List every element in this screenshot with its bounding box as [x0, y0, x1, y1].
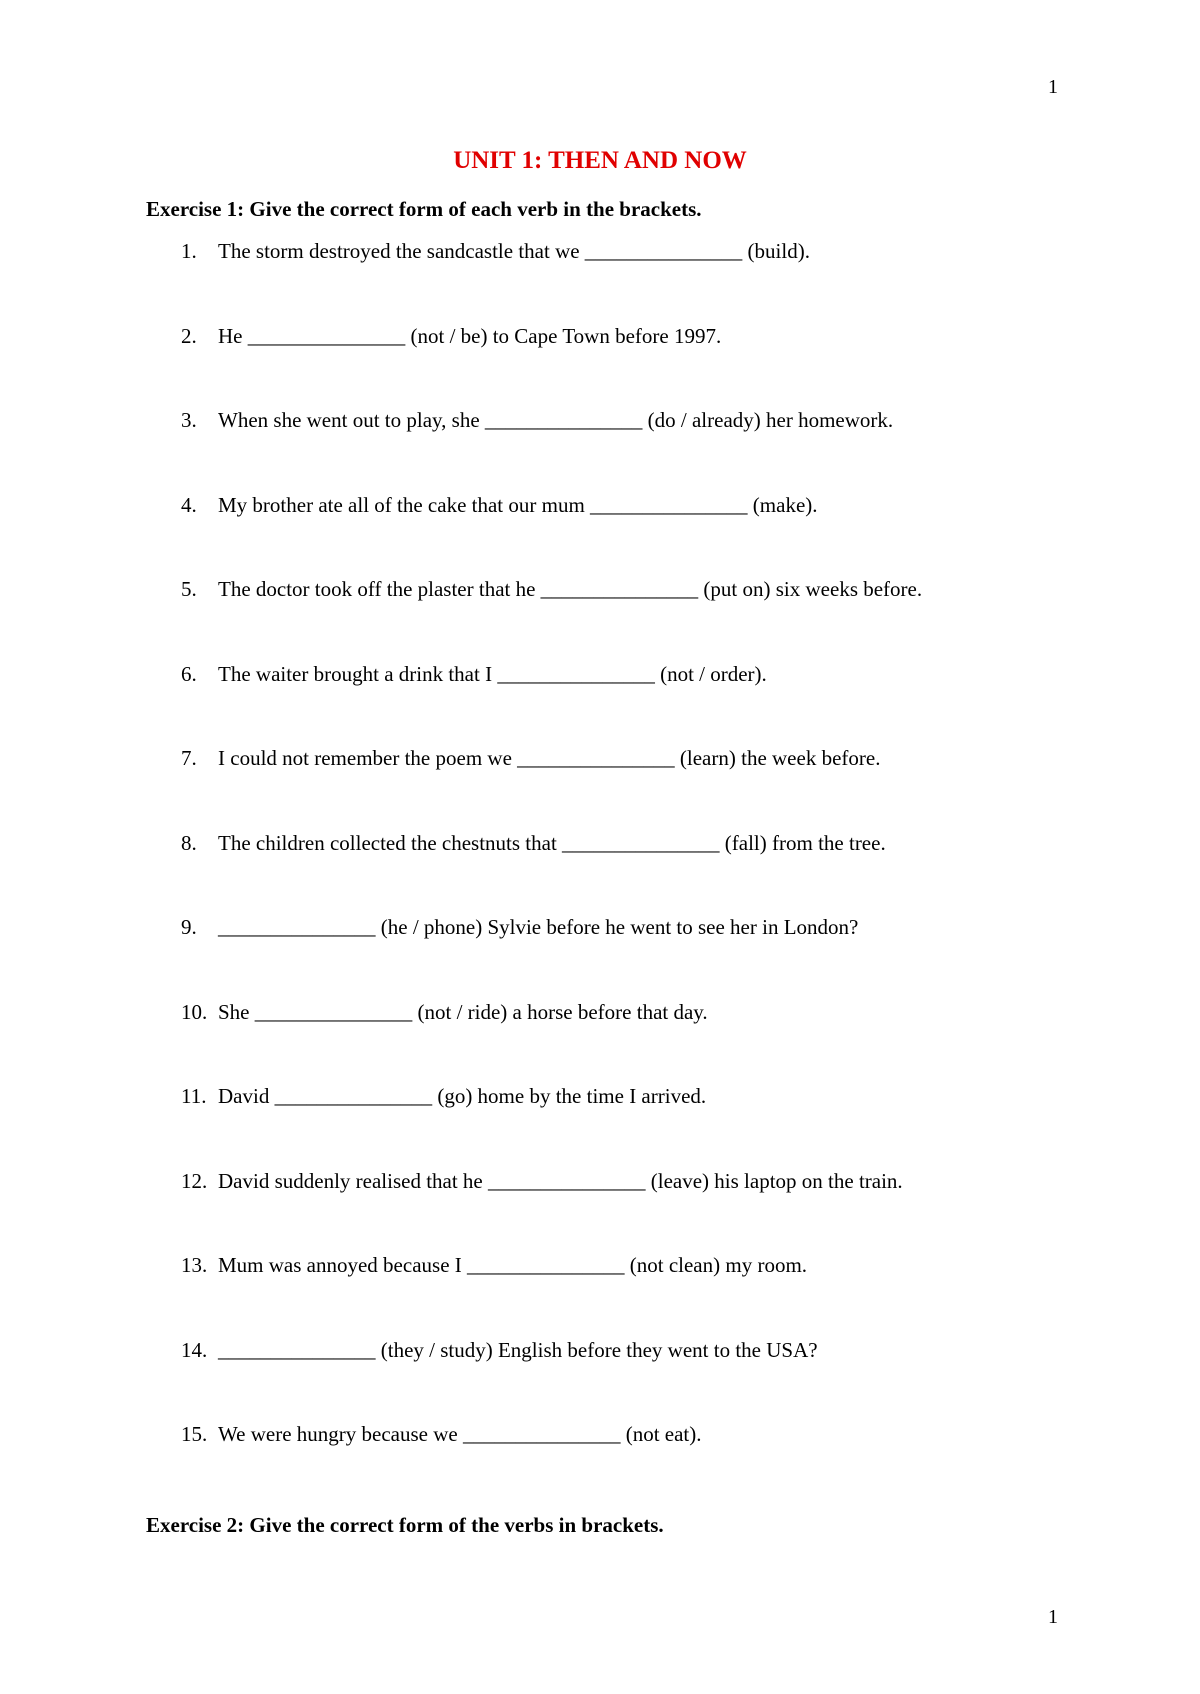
question-text: The waiter brought a drink that I _______________ (not / order).: [218, 661, 767, 686]
question-number: 15.: [181, 1422, 208, 1446]
question-text: David suddenly realised that he _______________ (leave) his laptop on the train.: [218, 1168, 903, 1193]
question-text: She _______________ (not / ride) a horse before that day.: [218, 999, 708, 1024]
page-title: UNIT 1: THEN AND NOW: [453, 147, 747, 174]
question-item-7: [0, 748, 1200, 833]
question-text: Mum was annoyed because I _______________ (not clean) my room.: [218, 1253, 808, 1277]
question-text: The doctor took off the plaster that he _______________ (put on) six weeks before.: [218, 577, 923, 601]
question-item-9: [0, 917, 1200, 1002]
question-item-14: [0, 1337, 1200, 1425]
question-number: 5.: [181, 577, 197, 601]
question-item-11: [0, 1086, 1200, 1171]
question-number: 9.: [181, 915, 197, 939]
question-text: David _______________ (go) home by the time I arrived.: [218, 1084, 707, 1108]
question-item-15: [0, 1424, 1200, 1509]
question-number: 2.: [181, 323, 197, 348]
question-number: 1.: [181, 239, 197, 263]
page-number-bottom: 1: [1048, 1606, 1058, 1628]
question-item-2: [0, 323, 1200, 411]
question-number: 4.: [181, 492, 197, 517]
question-number: 8.: [181, 830, 197, 855]
exercise-2-heading: Exercise 2: Give the correct form of the verbs in brackets.: [146, 1513, 664, 1537]
question-item-12: [0, 1168, 1200, 1256]
question-text: The children collected the chestnuts that _______________ (fall) from the tree.: [218, 830, 886, 855]
question-number: 11.: [181, 1084, 207, 1108]
exercise-1-heading: Exercise 1: Give the correct form of each verb in the brackets.: [146, 197, 702, 221]
question-number: 3.: [181, 408, 197, 432]
question-number: 14.: [181, 1337, 208, 1362]
page-number-top: 1: [1048, 76, 1058, 98]
question-number: 7.: [181, 746, 197, 770]
question-text: My brother ate all of the cake that our mum _______________ (make).: [218, 492, 818, 517]
question-number: 13.: [181, 1253, 208, 1277]
question-number: 12.: [181, 1168, 208, 1193]
exercise-1-question-list: [0, 241, 1200, 1509]
question-text: I could not remember the poem we _______________ (learn) the week before.: [218, 746, 881, 770]
question-item-13: [0, 1255, 1200, 1340]
question-item-5: [0, 579, 1200, 664]
question-item-10: [0, 999, 1200, 1087]
question-item-4: [0, 492, 1200, 580]
question-number: 10.: [181, 999, 208, 1024]
question-item-6: [0, 661, 1200, 749]
question-text: _______________ (he / phone) Sylvie before he went to see her in London?: [218, 915, 859, 939]
question-text: He _______________ (not / be) to Cape Town before 1997.: [218, 323, 722, 348]
question-item-1: [0, 241, 1200, 326]
question-text: The storm destroyed the sandcastle that we _______________ (build).: [218, 239, 810, 263]
question-item-8: [0, 830, 1200, 918]
question-text: We were hungry because we _______________ (not eat).: [218, 1422, 702, 1446]
question-text: When she went out to play, she _______________ (do / already) her homework.: [218, 408, 894, 432]
question-number: 6.: [181, 661, 197, 686]
question-item-3: [0, 410, 1200, 495]
question-text: _______________ (they / study) English before they went to the USA?: [218, 1337, 818, 1362]
